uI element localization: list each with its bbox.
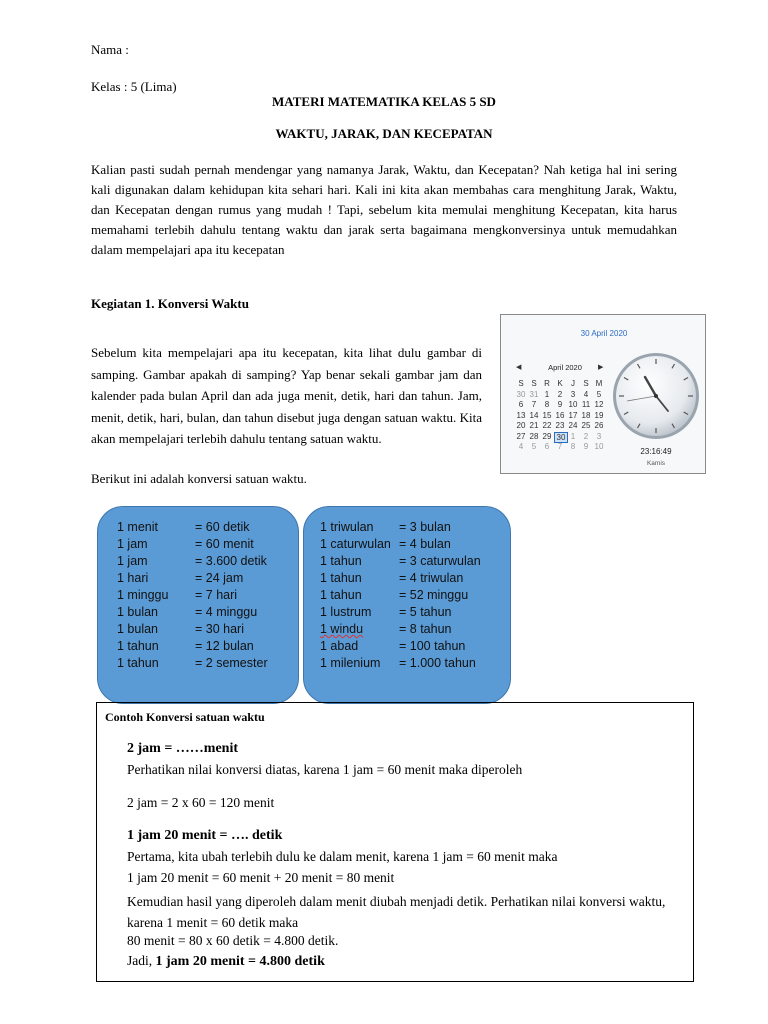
example-jadi: Jadi, [127, 953, 156, 968]
conversion-unit: 1 tahun [320, 571, 362, 585]
calendar-day[interactable]: 28 [529, 431, 539, 441]
activity-heading: Kegiatan 1. Konversi Waktu [91, 296, 249, 311]
conversion-value: = 5 tahun [399, 605, 452, 619]
conversion-unit: 1 triwulan [320, 520, 374, 534]
calendar-weekday: S [583, 379, 589, 388]
kelas-label: Kelas : 5 (Lima) [91, 79, 177, 94]
calendar-day[interactable]: 2 [557, 389, 563, 399]
conversion-unit: 1 hari [117, 571, 149, 585]
clock-icon [611, 351, 701, 441]
conversion-row [117, 621, 268, 638]
calendar-day[interactable]: 30 [554, 432, 568, 443]
calendar-month: April 2020 [548, 363, 582, 372]
conversion-value: = 30 hari [195, 622, 244, 636]
conversion-unit: 1 jam [117, 537, 148, 551]
calendar-day[interactable]: 2 [583, 431, 589, 441]
calendar-weekday: R [544, 379, 550, 388]
example-q1-answer: 2 jam = 2 x 60 = 120 menit [127, 795, 275, 810]
conversion-unit: 1 jam [117, 554, 148, 568]
conversion-unit: 1 tahun [117, 639, 159, 653]
conversion-box-left [97, 506, 299, 704]
calendar-day[interactable]: 31 [529, 389, 539, 399]
conversion-value: = 7 hari [195, 588, 238, 602]
conversion-list-right [320, 519, 481, 672]
calendar-day[interactable]: 14 [529, 410, 539, 420]
conversion-unit: 1 windu [320, 622, 364, 636]
calendar-day[interactable]: 3 [570, 389, 576, 399]
calendar-day[interactable]: 12 [594, 400, 604, 409]
conversion-unit: 1 tahun [117, 656, 159, 670]
conversion-value: = 52 minggu [399, 588, 469, 602]
example-q1: 2 jam = ……menit [127, 741, 239, 756]
calendar-day[interactable]: 23 [555, 421, 565, 430]
conversion-row [117, 587, 268, 604]
calendar-day[interactable]: 27 [516, 431, 526, 441]
nama-label: Nama : [91, 42, 129, 57]
calendar-day[interactable]: 15 [542, 410, 552, 420]
conversion-row [320, 587, 481, 604]
conversion-unit: 1 lustrum [320, 605, 372, 619]
conversion-unit: 1 caturwulan [320, 537, 391, 551]
conversion-value: = 4 triwulan [399, 571, 464, 585]
calendar-day[interactable]: 1 [544, 389, 550, 399]
calendar-day[interactable]: 9 [557, 400, 563, 409]
activity-lead: Berikut ini adalah konversi satuan waktu. [91, 471, 307, 486]
calendar-day[interactable]: 13 [516, 410, 526, 420]
clock-time: 23:16:49 [640, 447, 672, 456]
conversion-row [320, 519, 481, 536]
conversion-row [320, 655, 481, 672]
calendar-weekday: K [557, 379, 563, 388]
conversion-unit: 1 tahun [320, 554, 362, 568]
conversion-box-right [303, 506, 511, 704]
conversion-unit: 1 menit [117, 520, 158, 534]
example-final-answer: 1 jam 20 menit = 4.800 detik [155, 954, 325, 969]
calendar-day[interactable]: 16 [555, 410, 565, 420]
calendar-day[interactable]: 6 [544, 442, 550, 451]
calendar-day[interactable]: 9 [583, 442, 589, 451]
calendar-day[interactable]: 20 [516, 421, 526, 430]
calendar-day[interactable]: 29 [542, 431, 552, 441]
calendar-weekday: J [571, 379, 575, 388]
calendar-day[interactable]: 1 [570, 431, 576, 441]
calendar-day[interactable]: 4 [583, 389, 589, 399]
calendar-day[interactable]: 22 [542, 421, 552, 430]
conversion-row [320, 621, 481, 638]
example-q2-line1: Pertama, kita ubah terlebih dulu ke dalam menit, karena 1 jam = 60 menit maka [127, 849, 558, 864]
conversion-value: = 1.000 tahun [399, 656, 476, 670]
calendar-weekday: S [531, 379, 537, 388]
calendar-clock-image [500, 314, 706, 474]
date-title: 30 April 2020 [580, 329, 628, 338]
conversion-value: = 60 detik [195, 520, 250, 534]
conversion-row [117, 570, 268, 587]
conversion-value: = 4 minggu [195, 605, 258, 619]
conversion-row [117, 553, 268, 570]
example-q2-line3: Kemudian hasil yang diperoleh dalam menit diubah menjadi detik. Perhatikan nilai konversi waktu, karena 1 menit = 60 detik maka [127, 894, 666, 930]
conversion-unit: 1 bulan [117, 622, 159, 636]
example-q2-line4: 80 menit = 80 x 60 detik = 4.800 detik. [127, 933, 339, 948]
conversion-list-left [117, 519, 268, 672]
example-q2-line2: 1 jam 20 menit = 60 menit + 20 menit = 80 menit [127, 870, 395, 885]
next-month-icon[interactable]: ▶ [598, 364, 604, 371]
conversion-value: = 60 menit [195, 537, 254, 551]
calendar-day[interactable]: 5 [596, 389, 602, 399]
conversion-value: = 3.600 detik [195, 554, 267, 568]
activity-paragraph: Sebelum kita mempelajari apa itu kecepatan, kita lihat dulu gambar di samping. Gambar apakah di samping? Yap benar sekali gambar jam dan kalender pada bulan April dan ada juga menit, detik, hari dan tahun. Jam, menit, detik, hari, bulan, dan tahun disebut juga dengan satuan waktu. Kita akan mempelajari terlebih dahulu tentang satuan waktu. [91, 345, 482, 446]
conversion-unit: 1 abad [320, 639, 359, 653]
calendar-day[interactable]: 18 [581, 410, 591, 420]
calendar-day[interactable]: 5 [531, 442, 537, 451]
conversion-row [320, 638, 481, 655]
conversion-unit: 1 bulan [117, 605, 159, 619]
example-q1-text: Perhatikan nilai konversi diatas, karena 1 jam = 60 menit maka diperoleh [127, 762, 523, 777]
calendar-day[interactable]: 26 [594, 421, 604, 430]
calendar-day[interactable]: 8 [570, 442, 576, 451]
clock-day: Kamis [646, 460, 666, 467]
conversion-row [117, 519, 268, 536]
conversion-value: = 12 bulan [195, 639, 254, 653]
conversion-row [320, 536, 481, 553]
calendar-day[interactable]: 10 [568, 400, 578, 409]
calendar-day[interactable]: 7 [531, 400, 537, 409]
intro-paragraph: Kalian pasti sudah pernah mendengar yang namanya Jarak, Waktu, dan Kecepatan? Nah ketiga hal ini sering kali digunakan dalam kehidupan kita sehari hari. Kali ini kita akan membahas cara menghitung Jarak, Waktu, dan Kecepatan dengan rumus yang mudah ! Tapi, sebelum kita memulai menghitung Kecepatan, kita harus memahami terlebih dahulu tentang waktu dan jarak serta bagaimana mengkonversinya untuk memudahkan dalam mempelajari apa itu kecepatan [91, 162, 677, 257]
conversion-unit: 1 tahun [320, 588, 362, 602]
calendar-day[interactable]: 11 [581, 400, 591, 409]
conversion-value: = 2 semester [195, 656, 268, 670]
calendar-day[interactable]: 3 [596, 431, 602, 441]
example-box [96, 702, 694, 982]
conversion-value: = 4 bulan [399, 537, 451, 551]
calendar-day[interactable]: 8 [544, 400, 550, 409]
page-subtitle: WAKTU, JARAK, DAN KECEPATAN [275, 126, 493, 141]
calendar-day[interactable]: 19 [594, 410, 604, 420]
conversion-value: = 24 jam [195, 571, 244, 585]
calendar-day[interactable]: 7 [557, 442, 563, 451]
example-conclusion [127, 953, 325, 970]
calendar-weekday: S [518, 379, 524, 388]
conversion-row [320, 553, 481, 570]
conversion-row [320, 604, 481, 621]
conversion-value: = 3 caturwulan [399, 554, 481, 568]
conversion-row [117, 638, 268, 655]
calendar-day[interactable]: 17 [568, 410, 578, 420]
prev-month-icon[interactable]: ◀ [516, 364, 522, 371]
conversion-unit: 1 minggu [117, 588, 169, 602]
conversion-row [117, 655, 268, 672]
calendar-day[interactable]: 21 [529, 421, 539, 430]
calendar-day[interactable]: 6 [518, 400, 524, 409]
calendar-day[interactable]: 30 [516, 389, 526, 399]
conversion-row [117, 536, 268, 553]
conversion-unit: 1 milenium [320, 656, 381, 670]
conversion-value: = 8 tahun [399, 622, 452, 636]
example-q2: 1 jam 20 menit = …. detik [127, 828, 283, 843]
conversion-value: = 3 bulan [399, 520, 451, 534]
conversion-row [117, 604, 268, 621]
example-title: Contoh Konversi satuan waktu [105, 710, 265, 724]
calendar-day[interactable]: 24 [568, 421, 578, 430]
calendar-day[interactable]: 10 [594, 442, 604, 451]
conversion-value: = 100 tahun [399, 639, 466, 653]
conversion-row [320, 570, 481, 587]
calendar-weekday: M [595, 379, 603, 388]
calendar-day[interactable]: 4 [518, 442, 524, 451]
calendar-day[interactable]: 25 [581, 421, 591, 430]
page-title: MATERI MATEMATIKA KELAS 5 SD [272, 94, 496, 109]
